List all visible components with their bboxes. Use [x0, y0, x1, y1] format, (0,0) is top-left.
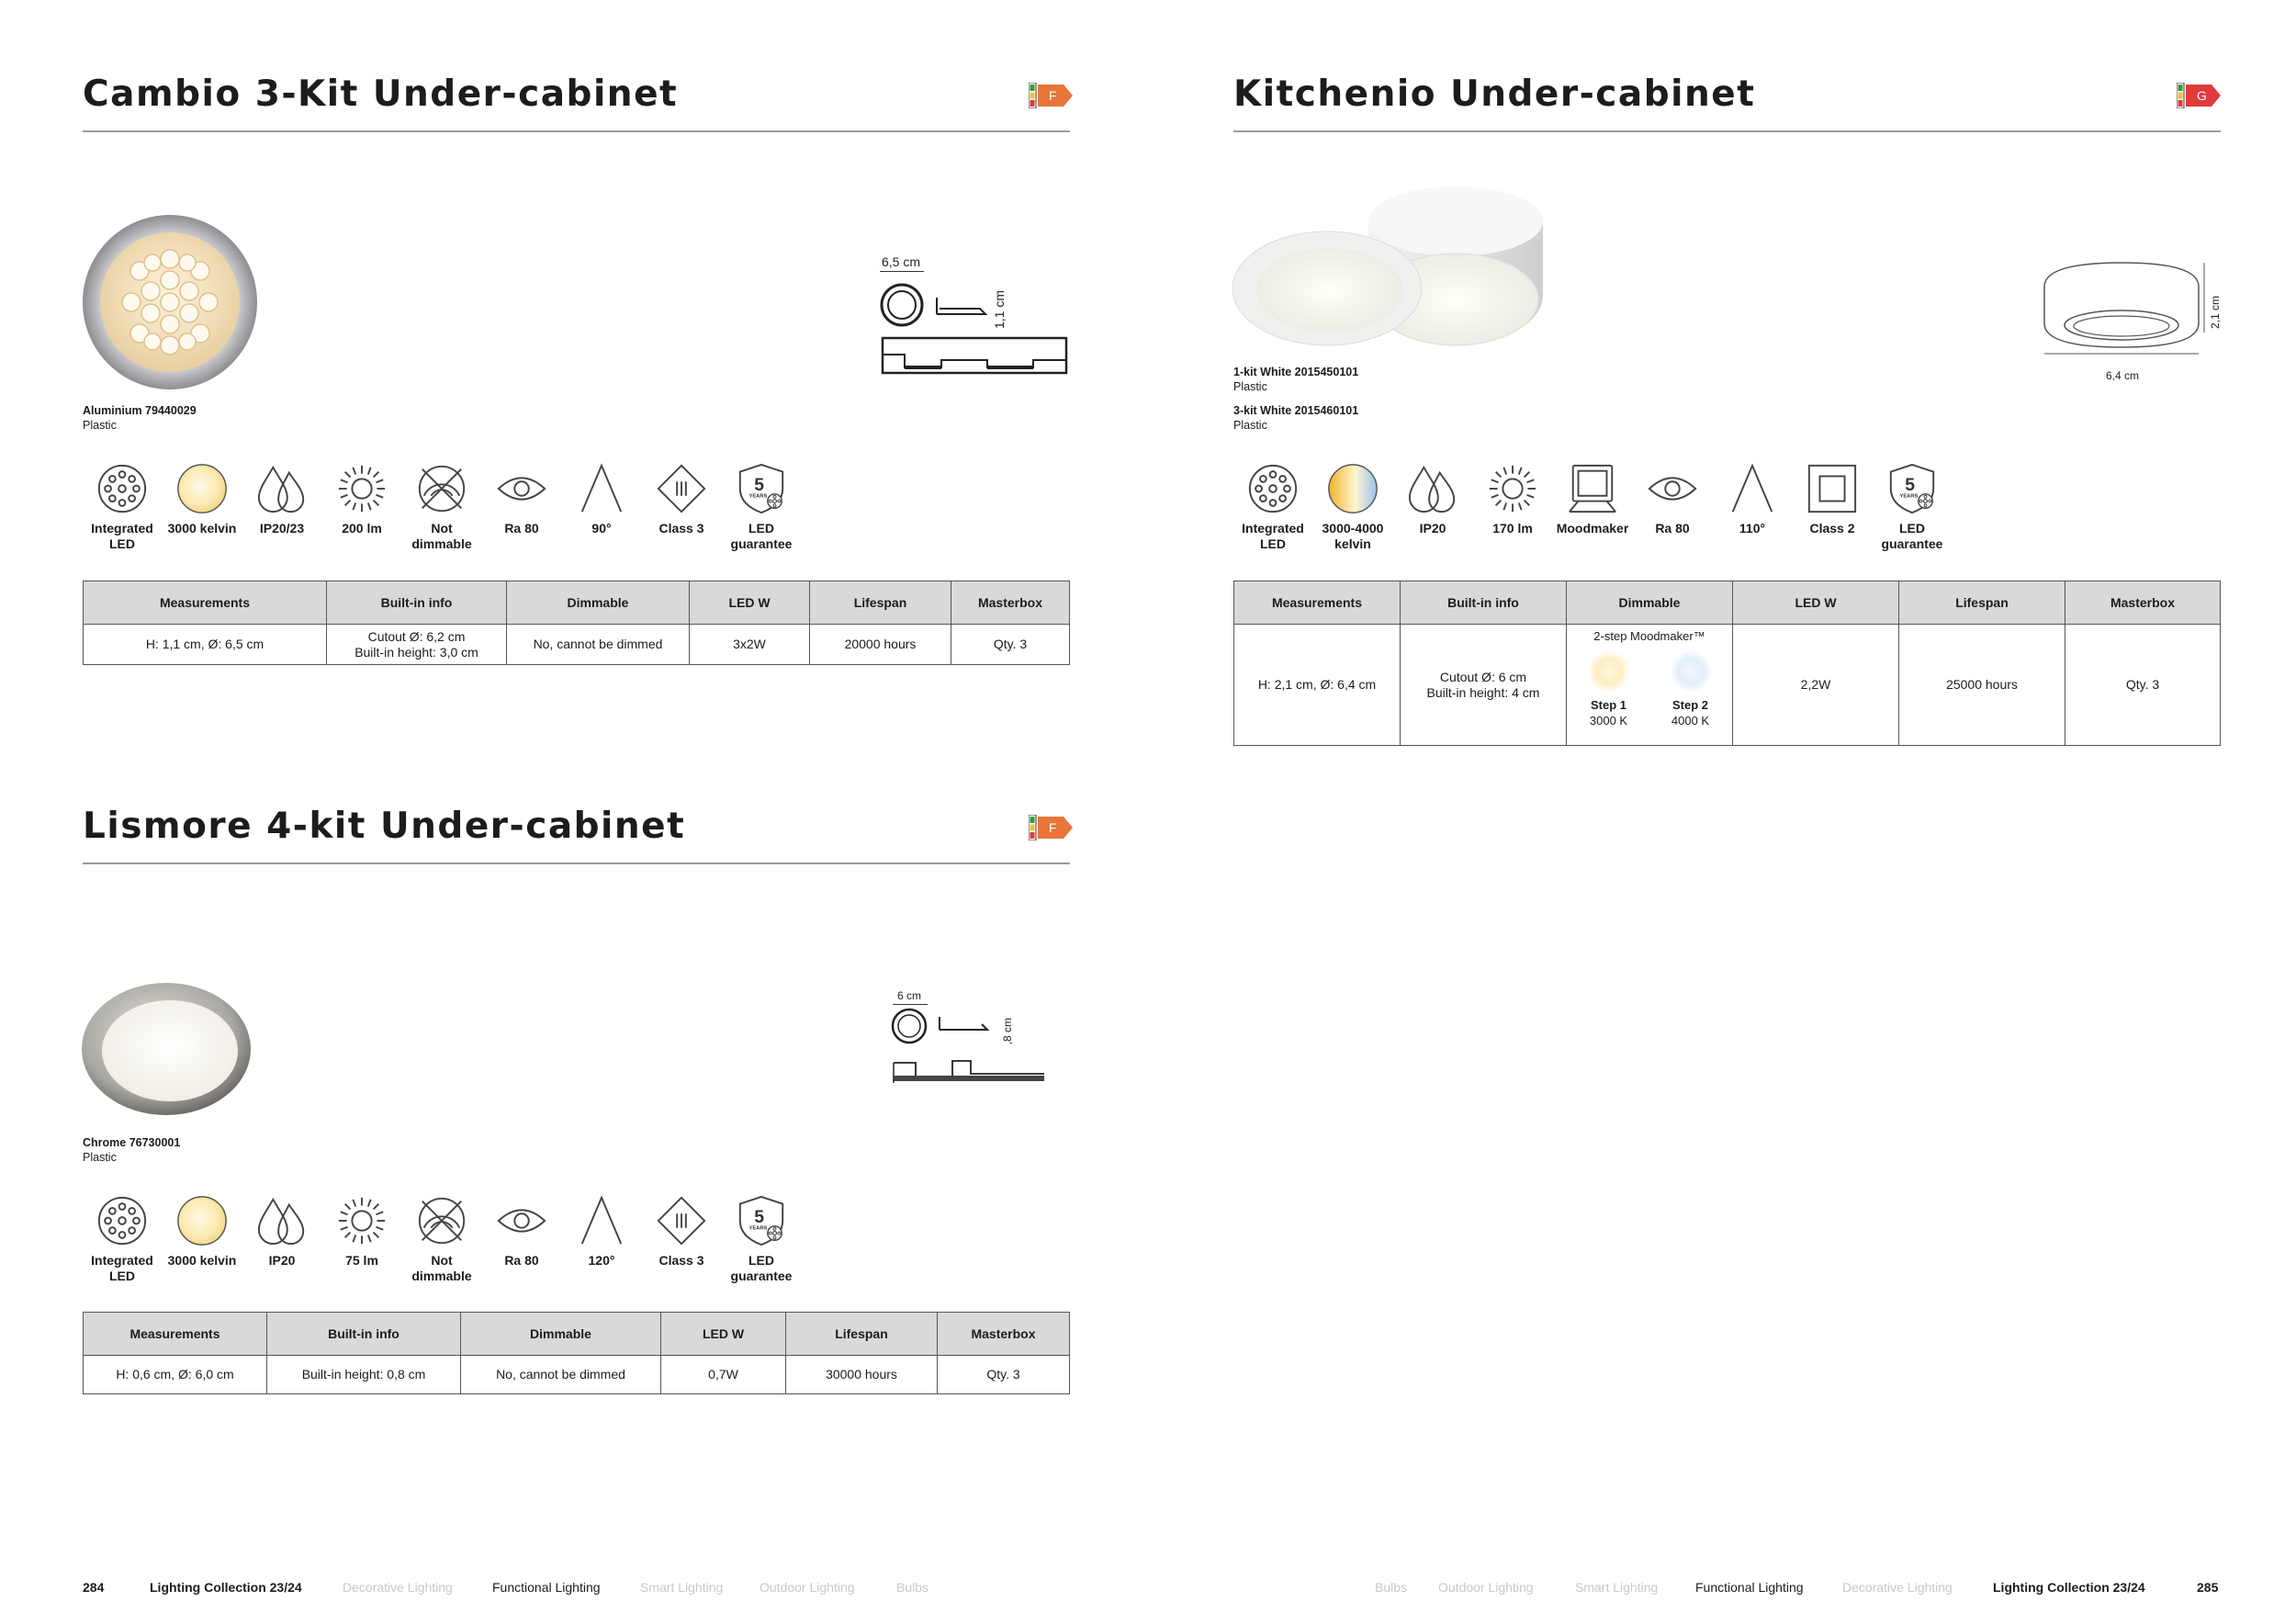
dim-height-kitchenio: 2,1 cm: [2209, 296, 2222, 330]
variant-label-cambio: [83, 403, 197, 433]
svg-text:YEARS: YEARS: [1899, 493, 1919, 500]
feature-kelvin: 3000 kelvin: [163, 462, 242, 536]
feature-ip: IP20: [242, 1194, 321, 1269]
water-drops-icon: [255, 1194, 309, 1247]
footer-nav-right-smart[interactable]: Smart Lighting: [1575, 1580, 1659, 1595]
not-dimmable-icon: [415, 462, 468, 515]
collection-title-right: Lighting Collection 23/24: [1993, 1580, 2145, 1595]
water-drops-icon: [1406, 462, 1459, 515]
feature-integrated-led: Integrated LED: [83, 1194, 162, 1284]
feature-integrated-led: Integrated LED: [1233, 462, 1312, 552]
page-number-right: 285: [2197, 1580, 2219, 1595]
feature-kelvin: 3000-4000 kelvin: [1313, 462, 1392, 552]
variant-material-kitchenio-3: Plastic: [1233, 419, 1267, 432]
feature-kelvin: 3000 kelvin: [163, 1194, 242, 1269]
dim-width-lismore: 6 cm: [897, 989, 922, 1002]
dim-width-kitchenio: 6,4 cm: [2106, 369, 2140, 382]
spec-table-cambio: [83, 581, 1070, 665]
dim-height-lismore: ,8 cm: [1001, 1018, 1014, 1045]
table-row: H: 0,6 cm, Ø: 6,0 cm Built-in height: 0,8 cm No, cannot be dimmed 0,7W 30000 hours Qty. 3: [84, 1356, 1070, 1394]
title-rule-kitchenio: [1233, 130, 2221, 132]
feature-ra: Ra 80: [482, 462, 561, 536]
footer-nav-left-outdoor[interactable]: Outdoor Lighting: [760, 1580, 855, 1595]
dim-width-cambio: 6,5 cm: [882, 254, 921, 269]
feature-class: Class 2: [1793, 462, 1872, 536]
feature-beam-angle: 110°: [1713, 462, 1792, 536]
product-title-lismore: Lismore 4-kit Under-cabinet: [83, 806, 686, 847]
svg-text:5: 5: [1905, 475, 1916, 495]
feature-lumen: 75 lm: [322, 1194, 401, 1269]
variant-material-cambio: Plastic: [83, 419, 117, 432]
beam-angle-icon: [575, 462, 628, 515]
feature-dimmable: Not dimmable: [402, 1194, 481, 1284]
feature-lumen: 170 lm: [1473, 462, 1552, 536]
feature-icons-cambio: [83, 462, 817, 563]
energy-label-lismore: [1029, 815, 1075, 840]
product-title-cambio: Cambio 3-Kit Under-cabinet: [83, 73, 679, 115]
dim-height-cambio: 1,1 cm: [992, 290, 1007, 330]
variant-label-kitchenio-1: [1233, 365, 1358, 394]
warm-light-icon: [175, 462, 229, 515]
beam-angle-icon: [1726, 462, 1779, 515]
dim-line-cambio: [880, 271, 924, 272]
tunable-white-icon: [1326, 462, 1379, 515]
technical-drawing-kitchenio: [2041, 259, 2215, 360]
variant-material-lismore: Plastic: [83, 1151, 117, 1164]
feature-icons-lismore: [83, 1194, 817, 1295]
variant-label-lismore: [83, 1135, 180, 1165]
table-row: H: 2,1 cm, Ø: 6,4 cm Cutout Ø: 6 cm Built-in height: 4 cm 2-step Moodmaker™ Step 1 3000 K Step 2 4000 K 2,2W 25000 hours Qty. 3: [1234, 625, 2221, 746]
spec-table-kitchenio: [1233, 581, 2221, 746]
eye-icon: [1646, 462, 1699, 515]
integrated-led-icon: [1246, 462, 1300, 515]
svg-text:5: 5: [754, 1207, 765, 1227]
product-title-kitchenio: Kitchenio Under-cabinet: [1233, 73, 1756, 115]
feature-guarantee: 5 YEARS LED guarantee: [722, 462, 801, 552]
title-rule-lismore: [83, 863, 1070, 864]
footer-nav-left-functional[interactable]: Functional Lighting: [492, 1580, 601, 1595]
svg-text:YEARS: YEARS: [748, 493, 768, 500]
variant-name-kitchenio-1: 1-kit White 2015450101: [1233, 366, 1359, 378]
variant-label-kitchenio-3: [1233, 403, 1358, 433]
feature-ra: Ra 80: [1633, 462, 1712, 536]
guarantee-shield-icon: [735, 462, 788, 515]
feature-ip: IP20/23: [242, 462, 321, 536]
svg-text:5: 5: [754, 475, 765, 495]
energy-class-lismore: F: [1049, 820, 1057, 835]
cool-glow-icon: [1669, 649, 1713, 694]
class-3-icon: [655, 462, 708, 515]
technical-drawing-lismore: [886, 1006, 1047, 1093]
energy-label-cambio: [1029, 83, 1075, 108]
feature-beam-angle: 90°: [562, 462, 641, 536]
footer-nav-left-decorative[interactable]: Decorative Lighting: [343, 1580, 453, 1595]
feature-guarantee: 5 YEARS LED guarantee: [722, 1194, 801, 1284]
variant-material-kitchenio-1: Plastic: [1233, 380, 1267, 393]
beam-angle-icon: [575, 1194, 628, 1247]
footer-nav-right-decorative[interactable]: Decorative Lighting: [1842, 1580, 1953, 1595]
eye-icon: [495, 462, 548, 515]
water-drops-icon: [255, 462, 309, 515]
moodmaker-step-1: Step 1 3000 K: [1577, 649, 1641, 728]
sun-icon: [1486, 462, 1539, 515]
warm-light-icon: [175, 1194, 229, 1247]
footer-nav-right-outdoor[interactable]: Outdoor Lighting: [1438, 1580, 1534, 1595]
feature-ra: Ra 80: [482, 1194, 561, 1269]
energy-class-kitchenio: G: [2197, 88, 2207, 103]
eye-icon: [495, 1194, 548, 1247]
warm-glow-icon: [1587, 649, 1631, 694]
not-dimmable-icon: [415, 1194, 468, 1247]
variant-name-kitchenio-3: 3-kit White 2015460101: [1233, 404, 1359, 417]
moodmaker-icon: [1566, 462, 1619, 515]
sun-icon: [335, 1194, 388, 1247]
integrated-led-icon: [96, 462, 149, 515]
class-3-icon: [655, 1194, 708, 1247]
guarantee-shield-icon: [735, 1194, 788, 1247]
variant-name-cambio: Aluminium 79440029: [83, 404, 197, 417]
moodmaker-cell: 2-step Moodmaker™ Step 1 3000 K Step 2 4000 K: [1567, 625, 1733, 746]
feature-guarantee: 5 YEARS LED guarantee: [1873, 462, 1952, 552]
table-header-row: Measurements Built-in info Dimmable LED W Lifespan Masterbox: [1234, 581, 2221, 625]
spec-table-lismore: [83, 1312, 1070, 1394]
sun-icon: [335, 462, 388, 515]
footer-nav-left-bulbs[interactable]: Bulbs: [896, 1580, 929, 1595]
feature-class: Class 3: [642, 1194, 721, 1269]
product-image-lismore: [81, 981, 253, 1117]
product-image-kitchenio: [1231, 180, 1561, 355]
footer-nav-right-functional[interactable]: Functional Lighting: [1695, 1580, 1804, 1595]
feature-integrated-led: Integrated LED: [83, 462, 162, 552]
table-row: H: 1,1 cm, Ø: 6,5 cm Cutout Ø: 6,2 cm Built-in height: 3,0 cm No, cannot be dimmed 3x2W 20000 hours Qty. 3: [84, 625, 1070, 665]
feature-moodmaker: Moodmaker: [1553, 462, 1632, 536]
feature-icons-kitchenio: [1233, 462, 1968, 563]
technical-drawing-cambio: [877, 276, 1070, 381]
svg-text:YEARS: YEARS: [748, 1225, 768, 1232]
footer-nav-right-bulbs[interactable]: Bulbs: [1375, 1580, 1408, 1595]
variant-name-lismore: Chrome 76730001: [83, 1136, 181, 1149]
feature-dimmable: Not dimmable: [402, 462, 481, 552]
energy-label-kitchenio: [2177, 83, 2223, 108]
table-header-row: Measurements Built-in info Dimmable LED W Lifespan Masterbox: [84, 1313, 1070, 1356]
feature-beam-angle: 120°: [562, 1194, 641, 1269]
dim-line-lismore: [893, 1004, 928, 1005]
feature-ip: IP20: [1393, 462, 1472, 536]
page-number-left: 284: [83, 1580, 105, 1595]
guarantee-shield-icon: [1885, 462, 1939, 515]
feature-lumen: 200 lm: [322, 462, 401, 536]
footer-nav-left-smart[interactable]: Smart Lighting: [640, 1580, 724, 1595]
feature-class: Class 3: [642, 462, 721, 536]
class-2-icon: [1806, 462, 1859, 515]
moodmaker-step-2: Step 2 4000 K: [1659, 649, 1723, 728]
collection-title-left: Lighting Collection 23/24: [150, 1580, 302, 1595]
energy-class-cambio: F: [1049, 88, 1057, 103]
integrated-led-icon: [96, 1194, 149, 1247]
product-image-cambio: [81, 213, 259, 391]
table-header-row: Measurements Built-in info Dimmable LED W Lifespan Masterbox: [84, 581, 1070, 625]
title-rule-cambio: [83, 130, 1070, 132]
